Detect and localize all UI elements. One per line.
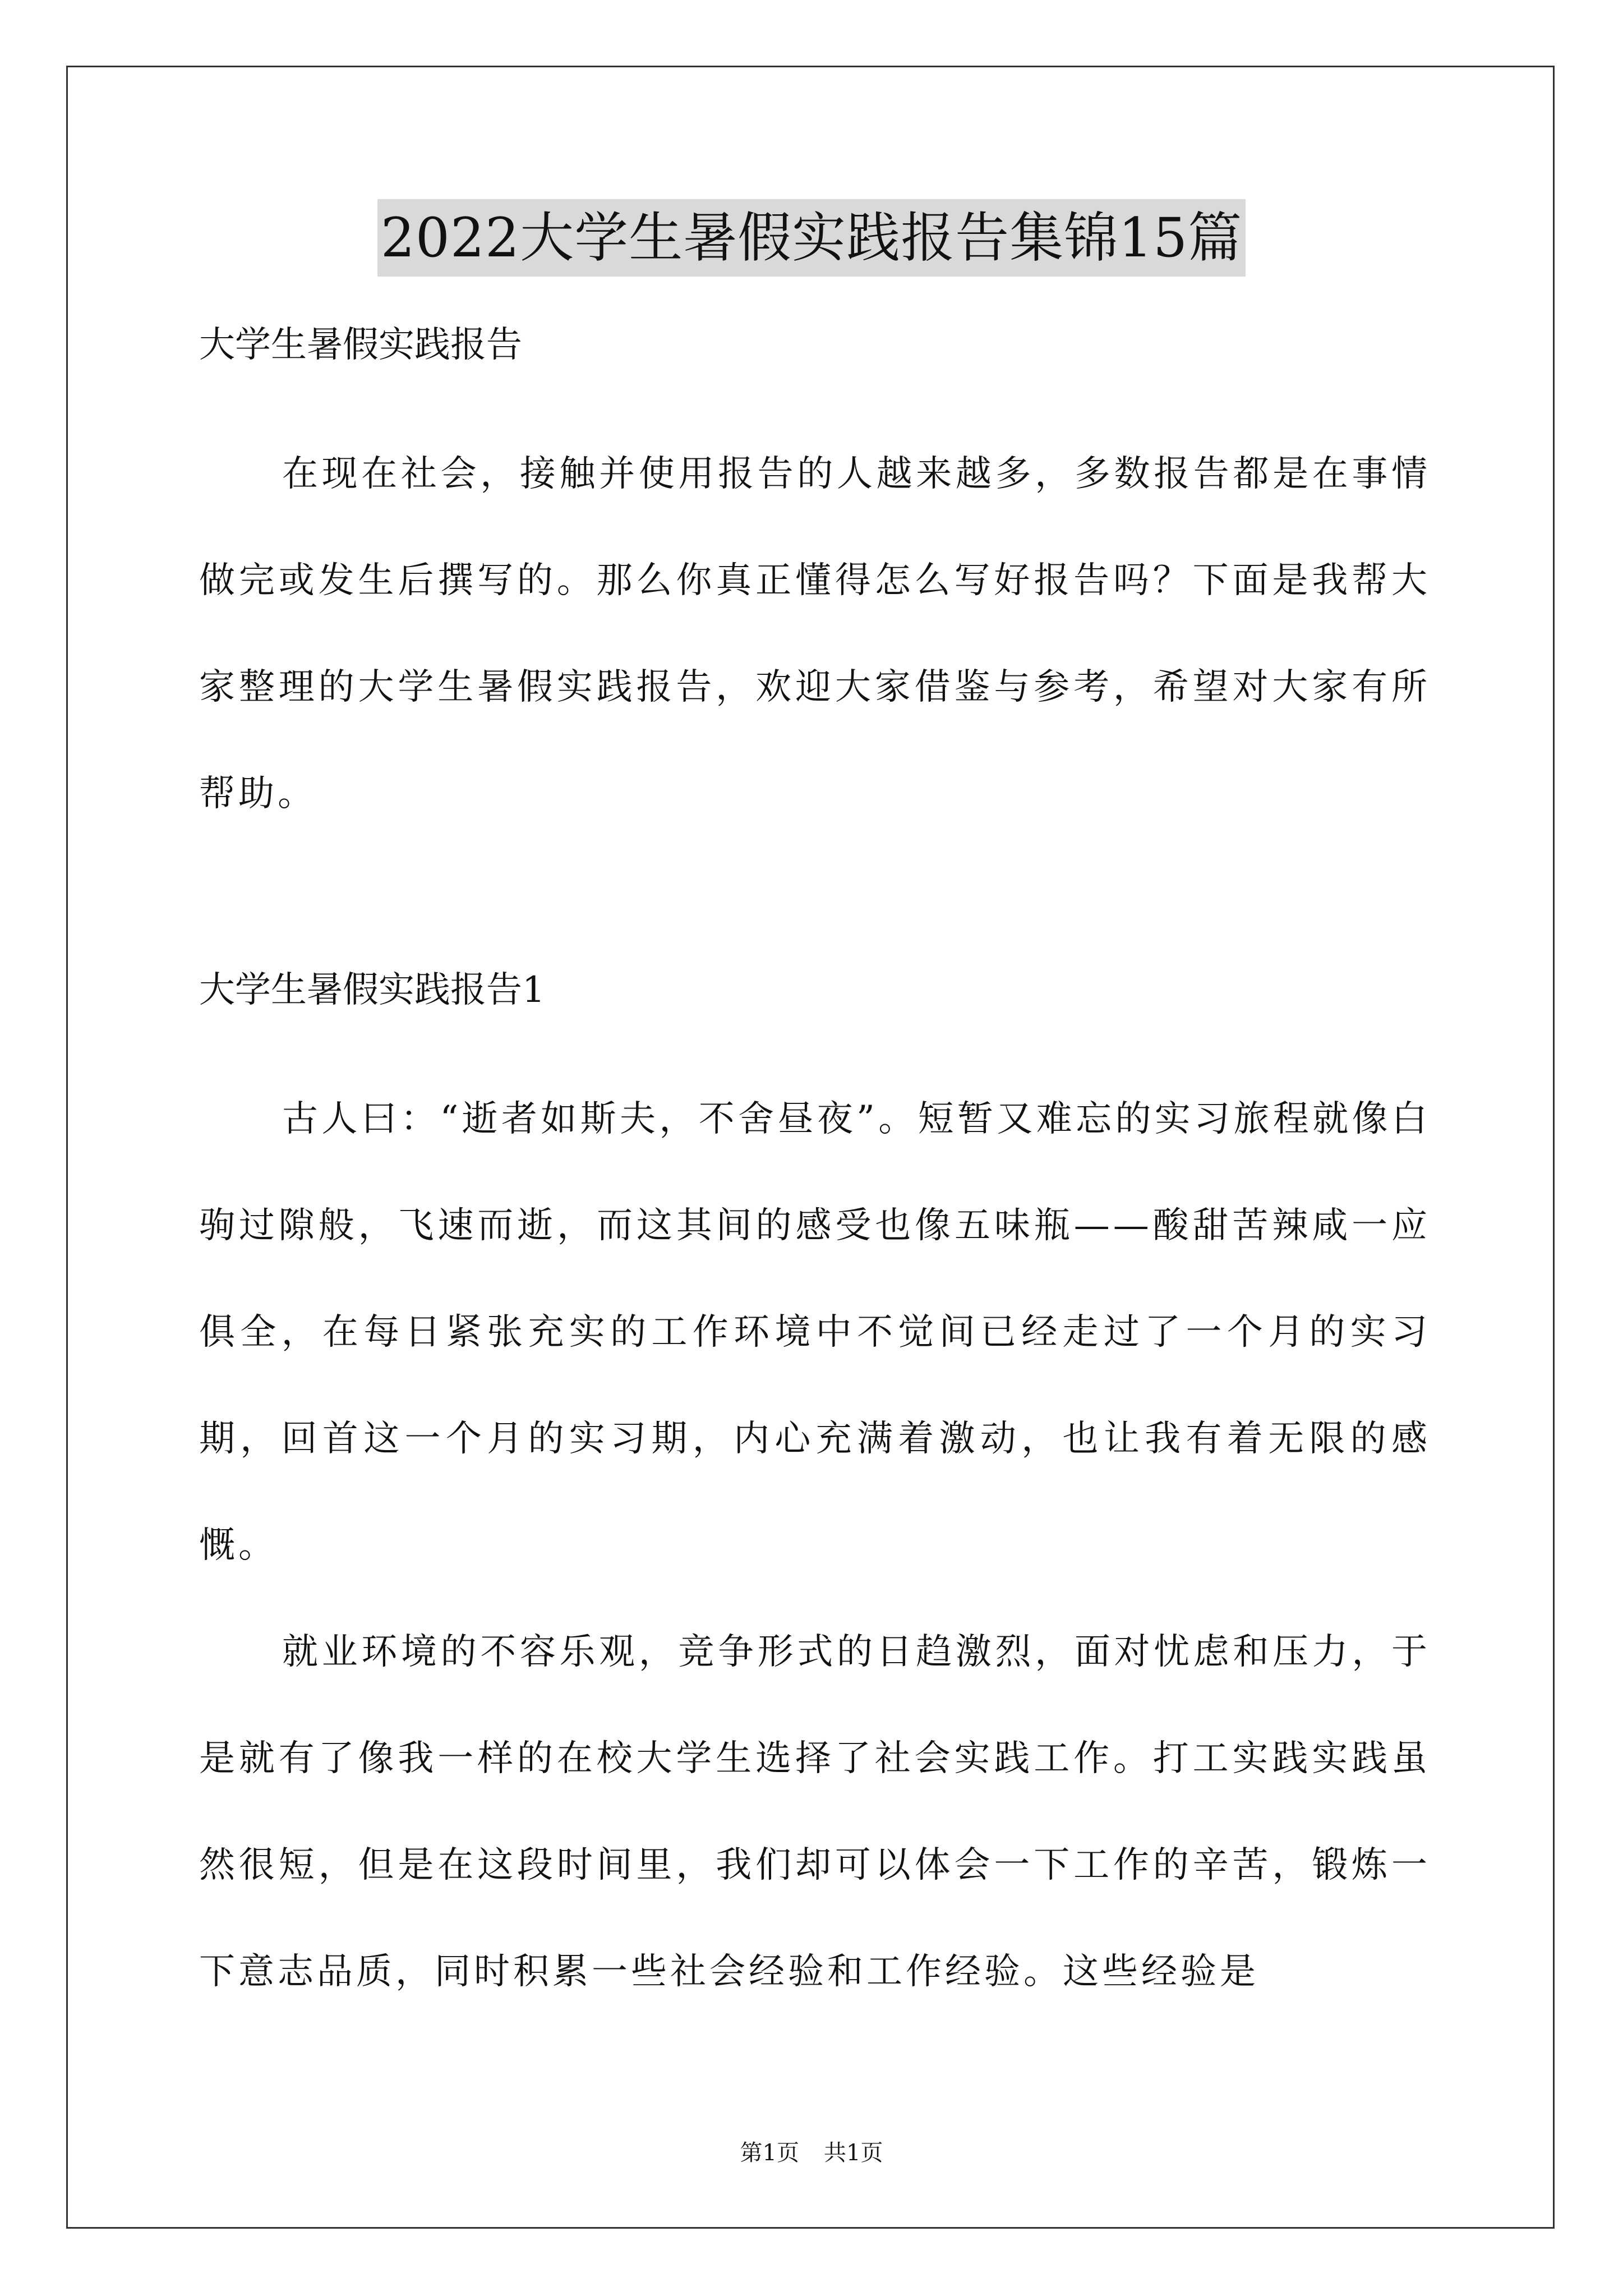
page-total: 共1页 <box>824 2140 883 2166</box>
report1-paragraph-2: 就业环境的不容乐观，竞争形式的日趋激烈，面对忧虑和压力，于是就有了像我一样的在校大学生选择了社会实践工作。打工实践实践虽然很短，但是在这段时间里，我们却可以体会一下工作的辛苦，锻炼一下意志品质，同时积累一些社会经验和工作经验。这些经验是 <box>199 1631 1431 1993</box>
section-heading: 大学生暑假实践报告 <box>199 324 522 366</box>
document-body <box>199 314 1431 2025</box>
title-container <box>0 199 1623 277</box>
page-number: 第1页 <box>740 2140 799 2166</box>
document-title: 2022大学生暑假实践报告集锦15篇 <box>377 199 1246 277</box>
intro-paragraph: 在现在社会，接触并使用报告的人越来越多，多数报告都是在事情做完或发生后撰写的。那么你真正懂得怎么写好报告吗？下面是我帮大家整理的大学生暑假实践报告，欢迎大家借鉴与参考，希望对大家有所帮助。 <box>199 453 1431 815</box>
page-footer <box>0 2136 1623 2170</box>
report1-heading: 大学生暑假实践报告1 <box>199 969 545 1011</box>
report1-paragraph-1: 古人曰：“逝者如斯夫，不舍昼夜”。短暂又难忘的实习旅程就像白驹过隙般，飞速而逝，而这其间的感受也像五味瓶——酸甜苦辣咸一应俱全，在每日紧张充实的工作环境中不觉间已经走过了一个月的实习期，回首这一个月的实习期，内心充满着激动，也让我有着无限的感慨。 <box>199 1098 1431 1566</box>
